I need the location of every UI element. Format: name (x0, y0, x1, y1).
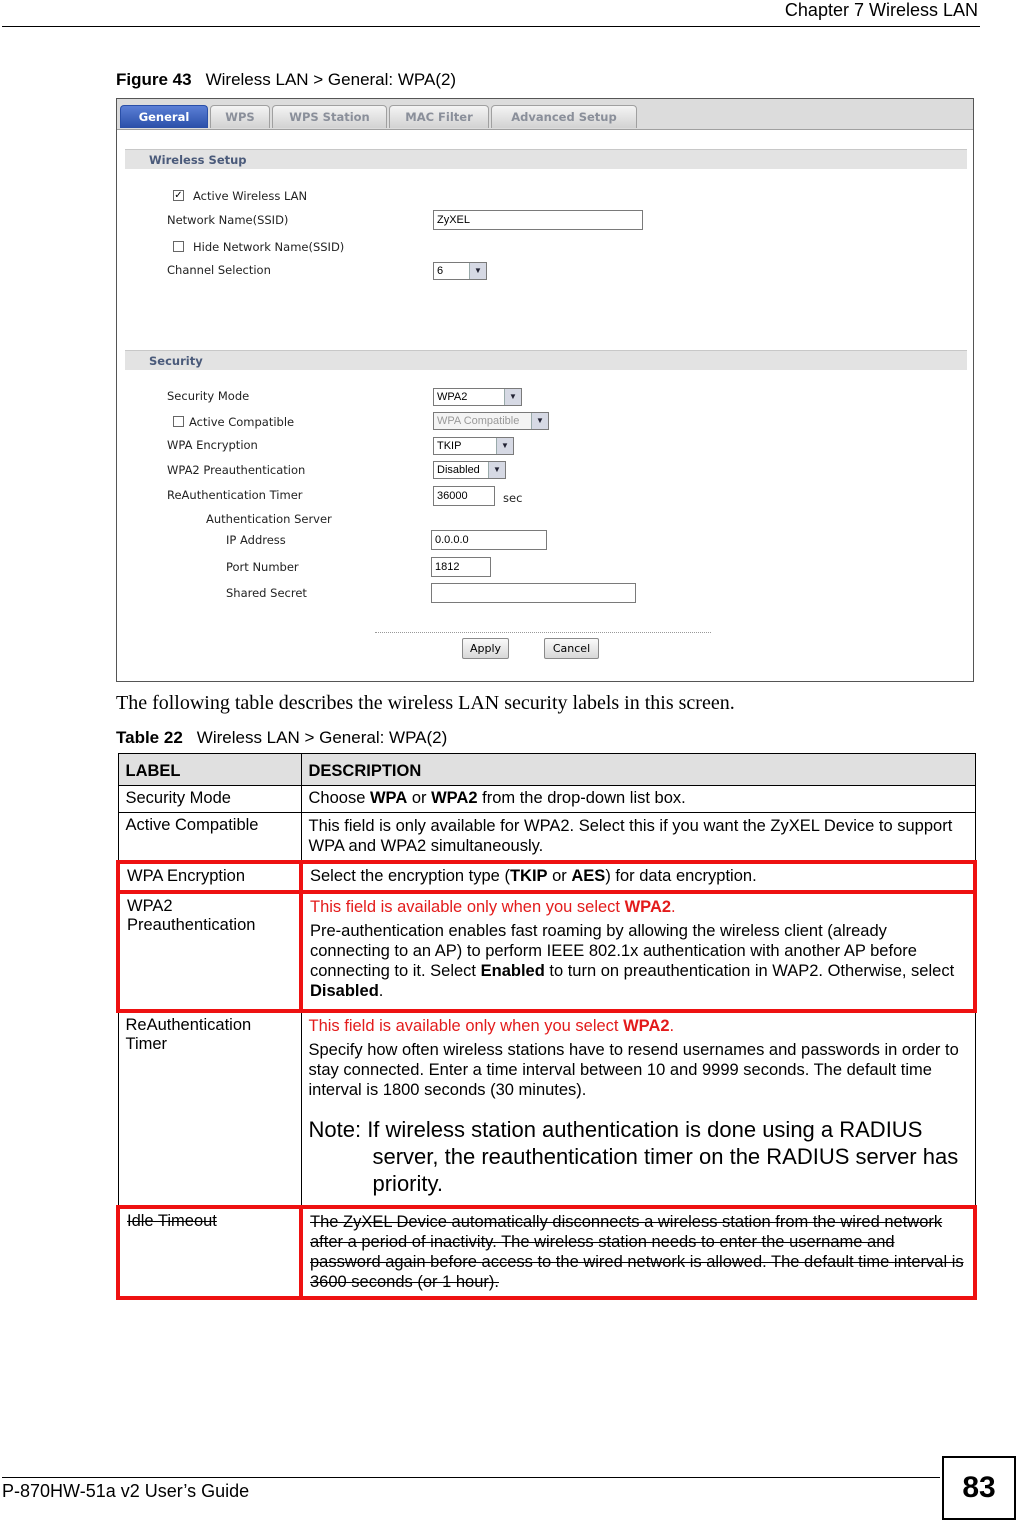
row-description (301, 862, 975, 892)
security-mode-label: Security Mode (167, 389, 250, 403)
row-label: WPA Encryption (118, 862, 301, 892)
tab-bar (117, 99, 973, 130)
text: or (407, 789, 432, 807)
table-row (118, 862, 975, 892)
chevron-down-icon: ▼ (488, 462, 505, 478)
text-bold: WPA (369, 789, 408, 807)
tab-wps[interactable]: WPS (210, 105, 270, 128)
text: . (669, 1017, 675, 1035)
row-label: ReAuthentication Timer (118, 1011, 301, 1207)
text: This field is available only when you select (310, 898, 625, 916)
row-label: Idle Timeout (118, 1207, 301, 1298)
shared-secret-label: Shared Secret (226, 586, 307, 600)
security-mode-select[interactable] (433, 388, 522, 406)
text-bold: WPA2 (623, 1017, 670, 1035)
availability-note (309, 1016, 968, 1036)
hide-ssid-label: Hide Network Name(SSID) (193, 240, 345, 254)
row-label: Security Mode (118, 786, 301, 813)
row-description (301, 892, 975, 1011)
figure-title: Wireless LAN > General: WPA(2) (205, 70, 457, 89)
text-bold: TKIP (509, 867, 548, 885)
auth-server-label: Authentication Server (206, 512, 332, 526)
wpa2-preauth-value: Disabled (437, 464, 480, 476)
table-row (118, 892, 975, 1011)
footer-rule (2, 1477, 940, 1478)
wpa2-preauth-label: WPA2 Preauthentication (167, 463, 306, 477)
guide-title: P-870HW-51a v2 User’s Guide (2, 1481, 250, 1501)
table-title: Wireless LAN > General: WPA(2) (196, 728, 448, 747)
reauth-timer-input[interactable]: 36000 (433, 486, 495, 506)
network-name-input[interactable]: ZyXEL (433, 210, 643, 230)
text: or (547, 867, 572, 885)
figure-caption (116, 70, 456, 90)
wpa-encryption-select[interactable] (433, 437, 514, 455)
row-label: WPA2 Preauthentication (118, 892, 301, 1011)
divider (375, 632, 711, 633)
wireless-setup-heading: Wireless Setup (125, 149, 967, 169)
text-bold: WPA2 (431, 789, 478, 807)
tab-mac-filter[interactable]: MAC Filter (389, 105, 489, 128)
table-row (118, 1011, 975, 1207)
port-number-label: Port Number (226, 560, 299, 574)
page-number: 83 (942, 1456, 1016, 1520)
wpa-compatible-value: WPA Compatible (437, 415, 520, 427)
tab-wps-station[interactable]: WPS Station (272, 105, 387, 128)
text: Choose (308, 789, 370, 807)
text: ) for data encryption. (605, 867, 757, 885)
text: . (671, 898, 676, 916)
channel-selection-label: Channel Selection (167, 263, 271, 277)
table-header-row (118, 754, 975, 786)
table-number: Table 22 (116, 728, 183, 747)
table-caption (116, 728, 447, 748)
channel-value: 6 (437, 265, 444, 277)
cancel-button[interactable]: Cancel (544, 638, 599, 659)
tab-advanced-setup[interactable]: Advanced Setup (491, 105, 637, 128)
intro-paragraph: The following table describes the wireless LAN security labels in this screen. (116, 692, 735, 714)
figure-number: Figure 43 (116, 70, 192, 89)
wireless-lan-screenshot (116, 98, 974, 682)
row-description (301, 786, 975, 813)
active-wireless-lan-checkbox[interactable]: ✓ (174, 190, 183, 201)
text: Select the encryption type ( (310, 867, 510, 885)
chevron-down-icon: ▼ (496, 438, 513, 454)
channel-select[interactable] (433, 262, 487, 280)
wpa-encryption-value: TKIP (437, 440, 462, 452)
port-number-input[interactable]: 1812 (431, 557, 491, 577)
chevron-down-icon: ▼ (469, 263, 486, 279)
apply-button[interactable]: Apply (462, 638, 509, 659)
row-label: Active Compatible (118, 813, 301, 863)
table-row (118, 1207, 975, 1298)
text-bold: WPA2 (624, 898, 672, 916)
text-bold: AES (571, 867, 606, 885)
text-bold: Disabled (310, 982, 379, 1000)
tab-general[interactable]: General (120, 105, 208, 128)
description-paragraph: Specify how often wireless stations have to resend usernames and passwords in order to stay connected. Enter a time interval between 10 and 9999 seconds. The default time interval is 1800 seconds (30 minutes). (308, 1041, 959, 1099)
description-table (116, 753, 977, 1300)
network-name-label: Network Name(SSID) (167, 213, 289, 227)
security-mode-value: WPA2 (437, 391, 468, 403)
hide-ssid-checkbox[interactable] (173, 241, 184, 252)
ip-address-input[interactable]: 0.0.0.0 (431, 530, 547, 550)
shared-secret-input[interactable] (431, 583, 636, 603)
text: from the drop-down list box. (477, 789, 686, 807)
note: Note: If wireless station authentication is done using a RADIUS server, the reauthentication timer on the RADIUS server has priority. (308, 1117, 959, 1196)
wpa-compatible-select (433, 412, 549, 430)
table-row (118, 786, 975, 813)
security-heading: Security (125, 350, 967, 370)
active-compatible-label: Active Compatible (189, 415, 295, 429)
wpa2-preauth-select[interactable] (433, 461, 506, 479)
text: This field is available only when you select (308, 1017, 624, 1035)
active-wireless-lan-label: Active Wireless LAN (193, 189, 308, 203)
text: to turn on preauthentication in WAP2. Otherwise, select (544, 962, 955, 980)
active-compatible-checkbox[interactable] (173, 416, 184, 427)
text: . (378, 982, 384, 1000)
availability-note (310, 897, 966, 917)
row-description: The ZyXEL Device automatically disconnects a wireless station from the wired network after a period of inactivity. The wireless station needs to enter the username and password again before access to the wired network is allowed. The default time interval is 3600 seconds (or 1 hour). (301, 1207, 975, 1298)
reauth-unit: sec (503, 491, 523, 505)
col-label-header: LABEL (118, 754, 301, 786)
row-description (301, 1011, 975, 1207)
wpa-encryption-label: WPA Encryption (167, 438, 258, 452)
text-bold: Enabled (480, 962, 545, 980)
chapter-header: Chapter 7 Wireless LAN (784, 0, 978, 20)
ip-address-label: IP Address (226, 533, 286, 547)
col-description-header: DESCRIPTION (301, 754, 975, 786)
text: Pre-authentication enables fast roaming by allowing the wireless client (already connecting to an AP) to perform IEEE 802.1x authentication with another AP before connecting to it. Select (310, 922, 917, 980)
chevron-down-icon: ▼ (531, 413, 548, 429)
row-description: This field is only available for WPA2. Select this if you want the ZyXEL Device to support WPA and WPA2 simultaneously. (301, 813, 975, 863)
header-rule (2, 26, 980, 27)
chevron-down-icon: ▼ (504, 389, 521, 405)
table-row (118, 813, 975, 863)
description-paragraph (310, 921, 966, 1001)
reauth-timer-label: ReAuthentication Timer (167, 488, 303, 502)
